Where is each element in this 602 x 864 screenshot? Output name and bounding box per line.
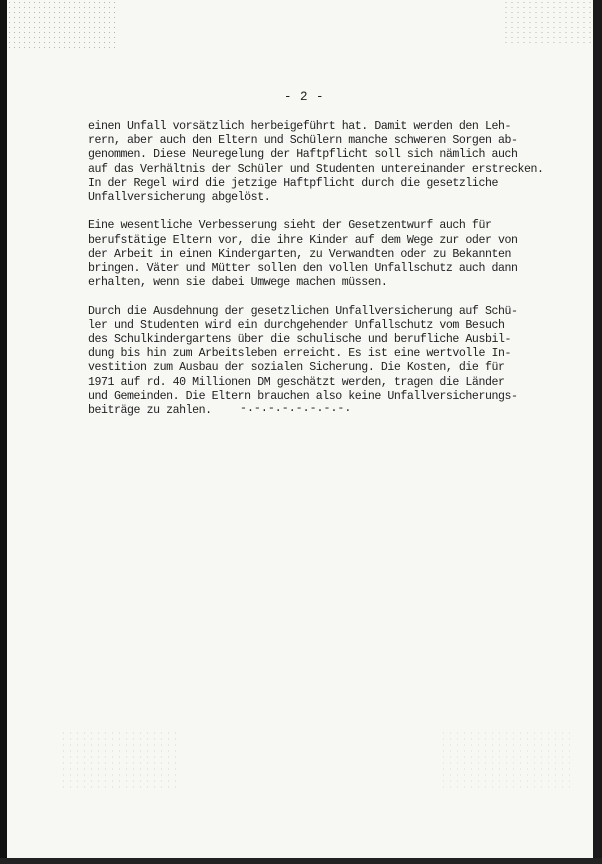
text-line: 1971 auf rd. 40 Millionen DM geschätzt werden, tragen die Länder [88, 375, 505, 389]
scan-noise [60, 730, 180, 790]
text-line: beiträge zu zahlen. [88, 404, 212, 418]
text-line: Unfallversicherung abgelöst. [88, 191, 271, 205]
scan-border-right [593, 0, 602, 864]
text-line: bringen. Väter und Mütter sollen den vollen Unfallschutz auch dann [88, 262, 518, 276]
body-text [88, 120, 593, 432]
text-line: genommen. Diese Neuregelung der Haftpflicht soll sich nämlich auch [88, 148, 518, 162]
text-line: des Schulkindergartens über die schulische und berufliche Ausbil- [88, 333, 511, 347]
section-separator: -.-.-.-.-.-.-.-. [240, 402, 352, 415]
scan-noise [440, 730, 570, 790]
scan-border-left [0, 0, 7, 864]
text-line: ler und Studenten wird ein durchgehender Unfallschutz vom Besuch [88, 318, 505, 332]
text-line: rern, aber auch den Eltern und Schülern manche schweren Sorgen ab- [88, 134, 518, 148]
text-line: berufstätige Eltern vor, die ihre Kinder auf dem Wege zur oder von [88, 233, 518, 247]
scan-border-bottom [0, 858, 602, 864]
text-line: Durch die Ausdehnung der gesetzlichen Unfallversicherung auf Schü- [88, 304, 518, 318]
scan-noise [7, 0, 117, 50]
text-line: auf das Verhältnis der Schüler und Studenten untereinander erstrecken. [88, 162, 544, 176]
text-line: Eine wesentliche Verbesserung sieht der Gesetzentwurf auch für [88, 219, 492, 233]
text-line: erhalten, wenn sie dabei Umwege machen müssen. [88, 276, 388, 290]
text-line: und Gemeinden. Die Eltern brauchen also keine Unfallversicherungs- [88, 389, 518, 403]
text-line: der Arbeit in einen Kindergarten, zu Verwandten oder zu Bekannten [88, 247, 511, 261]
text-line: In der Regel wird die jetzige Haftpflicht durch die gesetzliche [88, 176, 498, 190]
paragraph [88, 120, 593, 205]
page-number: - 2 - [284, 90, 325, 104]
text-line: dung bis hin zum Arbeitsleben erreicht. Es ist eine wertvolle In- [88, 347, 511, 361]
text-line: einen Unfall vorsätzlich herbeigeführt hat. Damit werden den Leh- [88, 120, 511, 133]
scan-noise [503, 0, 593, 45]
text-line: vestition zum Ausbau der sozialen Sicherung. Die Kosten, die für [88, 361, 505, 375]
paragraph [88, 219, 593, 290]
